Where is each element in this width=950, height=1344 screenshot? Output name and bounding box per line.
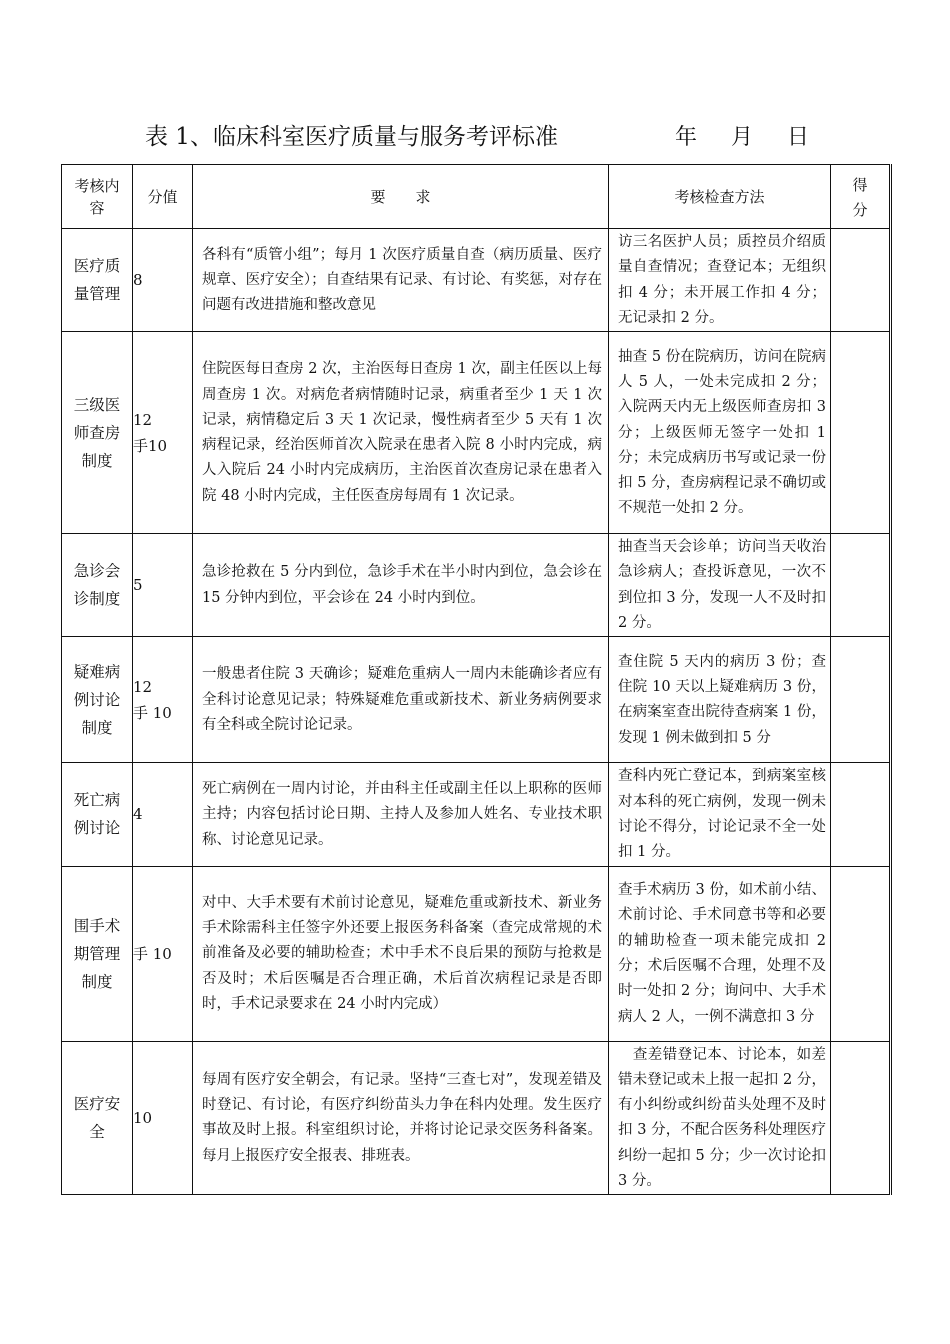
score-cell: 手 10 [133, 866, 193, 1041]
header-row [62, 165, 891, 229]
score-cell: 4 [133, 763, 193, 866]
table-row [62, 534, 891, 637]
score-obtained-cell[interactable] [831, 866, 891, 1041]
score-obtained-cell[interactable] [831, 229, 891, 332]
header-method: 考核检查方法 [609, 165, 831, 229]
score-cell: 12 手 10 [133, 637, 193, 763]
score-obtained-cell[interactable] [831, 1041, 891, 1195]
score-obtained-cell[interactable] [831, 534, 891, 637]
score-cell: 5 [133, 534, 193, 637]
item-cell: 三级医师查房制度 [62, 332, 133, 534]
table-row [62, 229, 891, 332]
method-cell: 抽查当天会诊单；访问当天收治急诊病人；查投诉意见，一次不到位扣 3 分，发现一人不及时扣 2 分。 [609, 534, 831, 637]
item-cell: 医疗安全 [62, 1041, 133, 1195]
item-cell: 急诊会诊制度 [62, 534, 133, 637]
header-requirement: 要 求 [193, 165, 609, 229]
table-row [62, 332, 891, 534]
date-line [675, 120, 809, 151]
day-label: 日 [787, 125, 810, 150]
year-label: 年 [675, 125, 698, 150]
table-row [62, 637, 891, 763]
requirement-cell: 对中、大手术要有术前讨论意见，疑难危重或新技术、新业务手术除需科主任签字外还要上报医务科备案（查完成常规的术前准备及必要的辅助检查；术中手术不良后果的预防与抢救是否及时；术后医嘱是否合理正确，术后首次病程记录是否即时，手术记录要求在 24 小时内完成） [193, 866, 609, 1041]
header-item: 考核内容 [62, 165, 133, 229]
requirement-cell: 每周有医疗安全朝会，有记录。坚持“三查七对”，发现差错及时登记、有讨论，有医疗纠纷苗头力争在科内处理。发生医疗事故及时上报。科室组织讨论，并将讨论记录交医务科备案。每月上报医疗安全报表、排班表。 [193, 1041, 609, 1195]
score-cell: 12 手10 [133, 332, 193, 534]
score-obtained-cell[interactable] [831, 637, 891, 763]
method-cell: 查差错登记本、讨论本，如差错未登记或未上报一起扣 2 分，有小纠纷或纠纷苗头处理不及时扣 3 分，不配合医务科处理医疗纠纷一起扣 5 分；少一次讨论扣 3 分。 [609, 1041, 831, 1195]
requirement-cell: 住院医每日查房 2 次，主治医每日查房 1 次，副主任医以上每周查房 1 次。对病危者病情随时记录，病重者至少 1 天 1 次记录，病情稳定后 3 天 1 次记录，慢性病者至少 5 天有 1 次病程记录，经治医师首次入院录在患者入院 8 小时内完成，病人入院后 24 小时内完成病历，主治医首次查房记录在患者入院 48 小时内完成，主任医查房每周有 1 次记录。 [193, 332, 609, 534]
method-cell: 查住院 5 天内的病历 3 份；查住院 10 天以上疑难病历 3 份，在病案室查出院待查病案 1 份，发现 1 例未做到扣 5 分 [609, 637, 831, 763]
month-label: 月 [731, 125, 754, 150]
header-score: 分值 [133, 165, 193, 229]
item-cell: 围手术期管理制度 [62, 866, 133, 1041]
method-cell: 查科内死亡登记本，到病案室核对本科的死亡病例，发现一例未讨论不得分，讨论记录不全一处扣 1 分。 [609, 763, 831, 866]
item-cell: 疑难病例讨论制度 [62, 637, 133, 763]
score-obtained-cell[interactable] [831, 763, 891, 866]
requirement-cell: 一般患者住院 3 天确诊；疑难危重病人一周内未能确诊者应有全科讨论意见记录；特殊疑难危重或新技术、新业务病例要求有全科或全院讨论记录。 [193, 637, 609, 763]
item-cell: 医疗质量管理 [62, 229, 133, 332]
score-obtained-cell[interactable] [831, 332, 891, 534]
evaluation-table [61, 164, 892, 1195]
page-title: 表 1、临床科室医疗质量与服务考评标准 [145, 124, 558, 150]
score-cell: 8 [133, 229, 193, 332]
table-row [62, 1041, 891, 1195]
method-cell: 查手术病历 3 份，如术前小结、术前讨论、手术同意书等和必要的辅助检查一项未能完成扣 2 分；术后医嘱不合理，处理不及时一处扣 2 分；询问中、大手术病人 2 人，一例不满意扣 3 分 [609, 866, 831, 1041]
score-cell: 10 [133, 1041, 193, 1195]
requirement-cell: 急诊抢救在 5 分内到位，急诊手术在半小时内到位，急会诊在 15 分钟内到位，平会诊在 24 小时内到位。 [193, 534, 609, 637]
table-row [62, 866, 891, 1041]
table-row [62, 763, 891, 866]
requirement-cell: 死亡病例在一周内讨论，并由科主任或副主任以上职称的医师主持；内容包括讨论日期、主持人及参加人姓名、专业技术职称、讨论意见记录。 [193, 763, 609, 866]
header-get: 得分 [831, 165, 891, 229]
method-cell: 抽查 5 份在院病历，访问在院病人 5 人，一处未完成扣 2 分；入院两天内无上级医师查房扣 3 分；上级医师无签字一处扣 1 分；未完成病历书写或记录一份扣 5 分，查房病程记录不确切或不规范一处扣 2 分。 [609, 332, 831, 534]
method-cell: 访三名医护人员；质控员介绍质量自查情况；查登记本；无组织扣 4 分；未开展工作扣 4 分；无记录扣 2 分。 [609, 229, 831, 332]
item-cell: 死亡病例讨论 [62, 763, 133, 866]
requirement-cell: 各科有“质管小组”；每月 1 次医疗质量自查（病历质量、医疗规章、医疗安全）；自查结果有记录、有讨论、有奖惩，对存在问题有改进措施和整改意见 [193, 229, 609, 332]
